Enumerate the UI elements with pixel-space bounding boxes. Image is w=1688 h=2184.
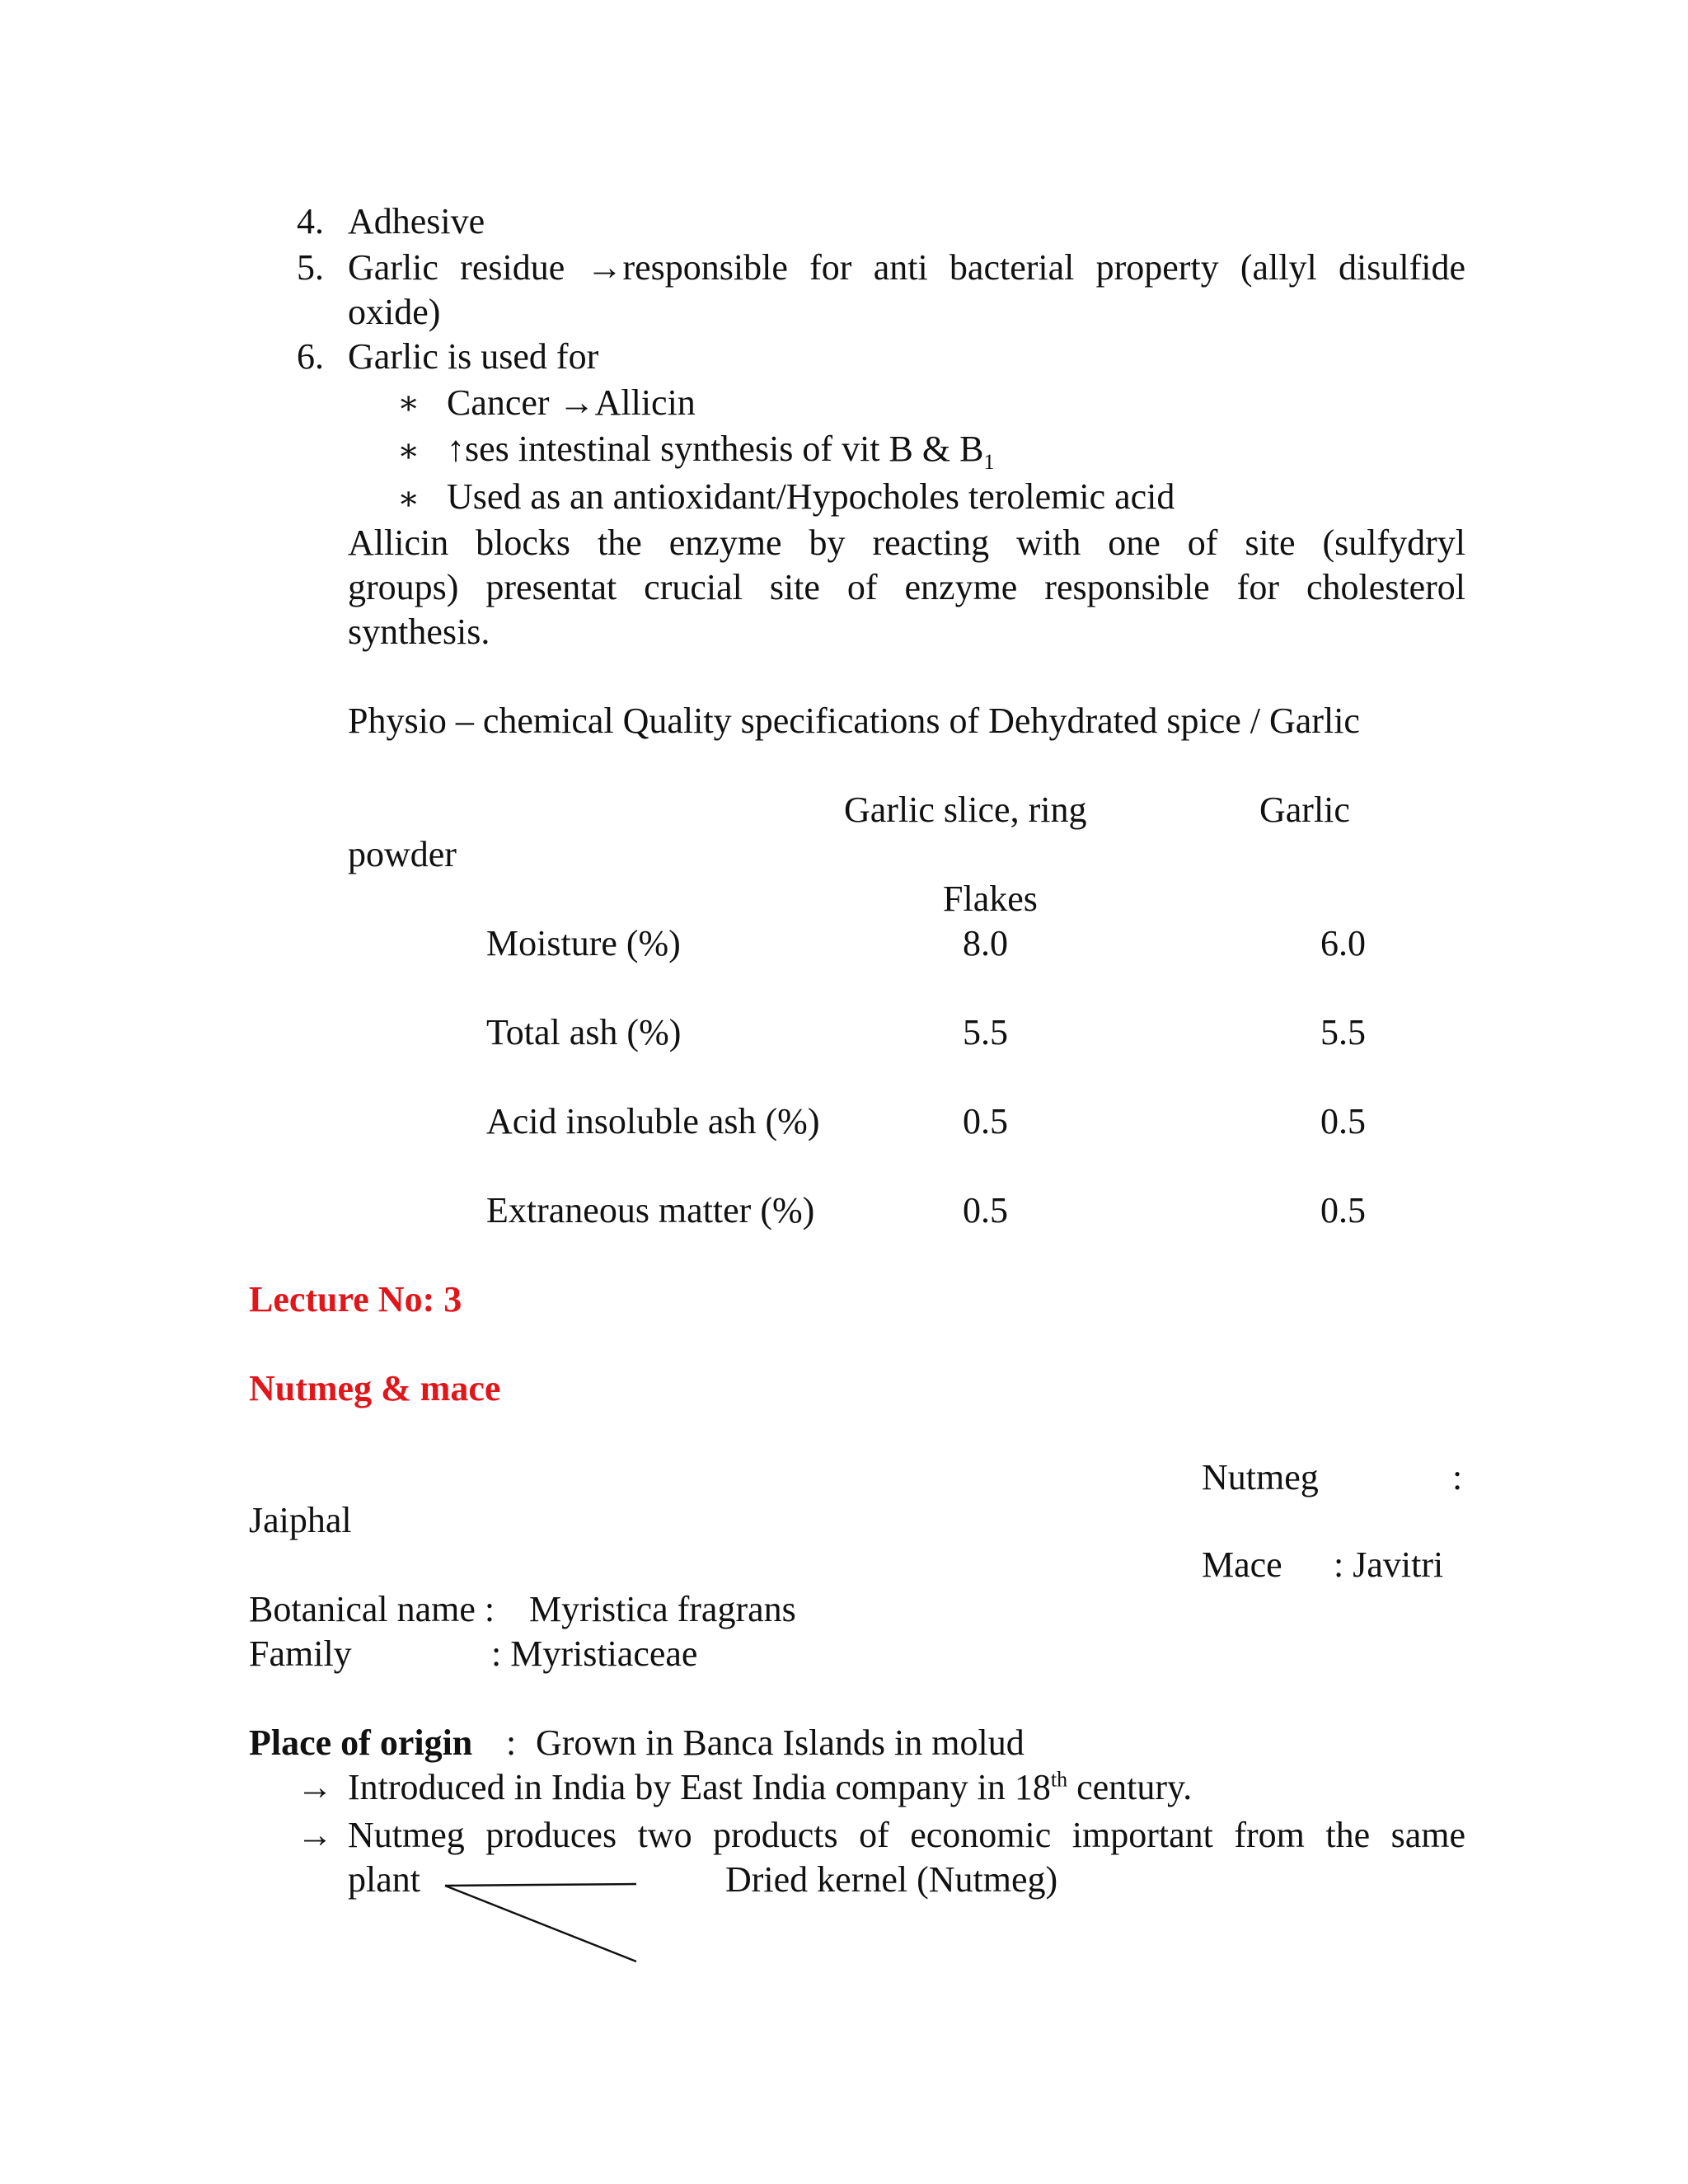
spec-col-header-garlic: Garlic <box>1259 790 1350 830</box>
spec-row-label: Extraneous matter (%) <box>486 1190 815 1230</box>
arrow-right-icon: → <box>297 1767 333 1807</box>
family-label: Family <box>249 1633 352 1674</box>
origin-separator: : <box>506 1722 517 1763</box>
list-number-5: 5. <box>297 247 324 288</box>
list-number-6: 6. <box>297 336 324 377</box>
allicin-paragraph-line2: groups) presentat crucial site of enzyme responsible for cholesterol <box>348 567 1465 607</box>
allicin-paragraph-line1: Allicin blocks the enzyme by reacting with one of site (sulfydryl <box>348 523 1465 563</box>
origin-point-1: Introduced in India by East India company in 18th century. <box>348 1767 1193 1807</box>
nutmeg-value: Jaiphal <box>249 1500 352 1540</box>
origin-point-2-line1: Nutmeg produces two products of economic important from the same <box>348 1815 1465 1855</box>
spec-row-value-slice: 5.5 <box>963 1012 1008 1052</box>
bullet-intestinal-synthesis: ↑ses intestinal synthesis of vit B & $B_1$ <box>447 429 995 474</box>
spec-row-value-slice: 0.5 <box>963 1190 1008 1230</box>
origin-label: Place of origin <box>249 1722 473 1763</box>
list-item-4: Adhesive <box>348 201 485 241</box>
origin-point-2-plant: plant <box>348 1859 420 1900</box>
lecture-topic-heading: Nutmeg & mace <box>249 1368 501 1408</box>
mace-label: Mace <box>1202 1544 1282 1585</box>
spec-col-header-slice: Garlic slice, ring <box>844 790 1087 830</box>
spec-row-value-powder: 5.5 <box>1320 1012 1366 1052</box>
list-item-6: Garlic is used for <box>348 336 599 377</box>
spec-row-label: Moisture (%) <box>486 923 681 963</box>
spec-col-header-flakes: Flakes <box>943 879 1038 919</box>
bullet-star-icon: ∗ <box>397 384 420 421</box>
spec-row-value-powder: 0.5 <box>1320 1190 1366 1230</box>
mace-value: : Javitri <box>1334 1544 1444 1585</box>
nutmeg-colon: : <box>1452 1457 1463 1497</box>
nutmeg-label: Nutmeg <box>1202 1457 1319 1497</box>
product-dried-kernel: Dried kernel (Nutmeg) <box>725 1859 1058 1900</box>
arrow-right-icon: → <box>297 1815 333 1855</box>
spec-row-label: Total ash (%) <box>486 1012 682 1052</box>
spec-col-header-powder: powder <box>348 834 457 874</box>
spec-row-value-powder: 0.5 <box>1320 1101 1366 1141</box>
family-value: : Myristiaceae <box>491 1633 698 1674</box>
branch-line-lower <box>445 1886 636 1961</box>
spec-row-label: Acid insoluble ash (%) <box>486 1101 820 1141</box>
botanical-name-value: Myristica fragrans <box>529 1589 796 1629</box>
botanical-name-label: Botanical name : <box>249 1589 495 1629</box>
spec-row-value-slice: 8.0 <box>963 923 1008 963</box>
list-item-5-line2: oxide) <box>348 292 441 332</box>
branch-line-upper <box>445 1884 636 1886</box>
spec-row-value-slice: 0.5 <box>963 1101 1008 1141</box>
origin-value: Grown in Banca Islands in molud <box>536 1722 1025 1763</box>
bullet-cancer: Cancer →Allicin <box>447 382 696 423</box>
bullet-star-icon: ∗ <box>397 480 420 517</box>
list-item-5-line1: Garlic residue →responsible for anti bacterial property (allyl disulfide <box>348 247 1465 288</box>
spec-title: Physio – chemical Quality specifications of Dehydrated spice / Garlic <box>348 701 1360 741</box>
bullet-antioxidant: Used as an antioxidant/Hypocholes terolemic acid <box>447 476 1175 517</box>
bullet-star-icon: ∗ <box>397 432 420 469</box>
spec-row-value-powder: 6.0 <box>1320 923 1366 963</box>
allicin-paragraph-line3: synthesis. <box>348 612 490 652</box>
list-number-4: 4. <box>297 201 324 241</box>
lecture-number-heading: Lecture No: 3 <box>249 1279 462 1319</box>
